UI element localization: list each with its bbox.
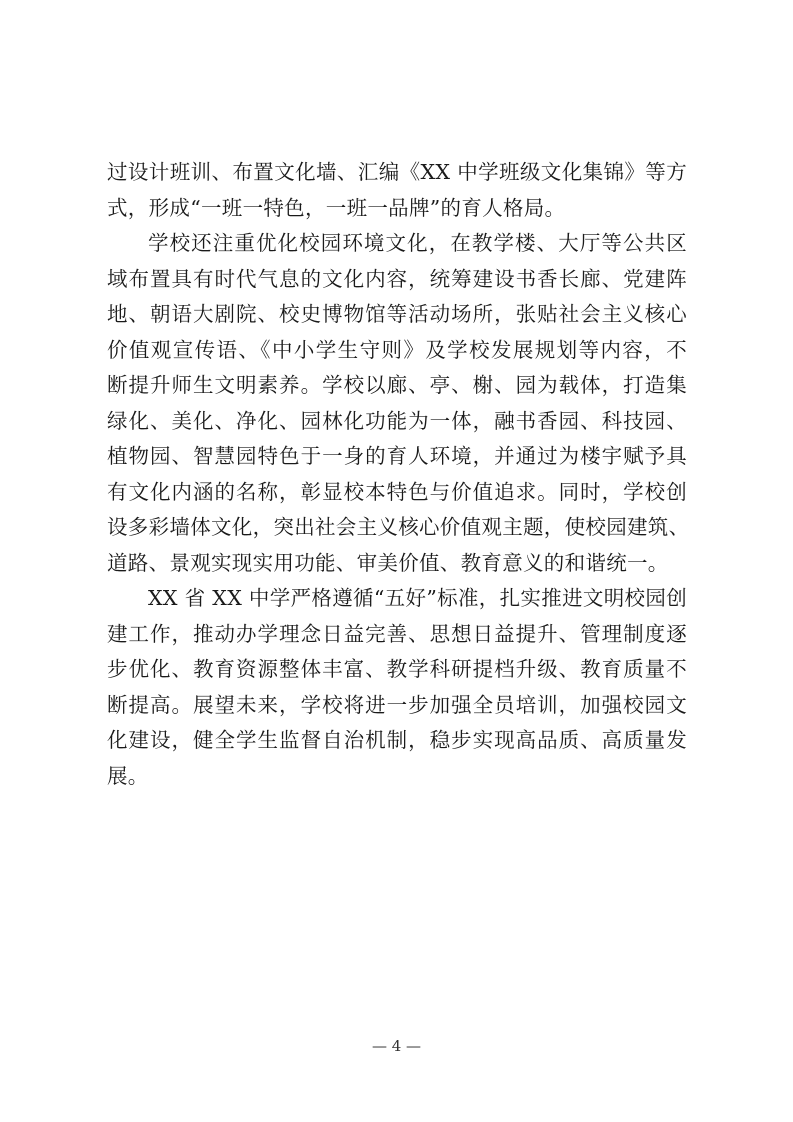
text-line: 建工作，推动办学理念日益完善、思想日益提升、管理制度逐	[107, 621, 687, 646]
text-line: 步优化、教育资源整体丰富、教学科研提档升级、教育质量不	[107, 657, 687, 681]
body-text	[107, 155, 690, 794]
text-line: 道路、景观实现实用功能、审美价值、教育意义的和谐统一。	[107, 550, 669, 575]
text-line: 过设计班训、布置文化墙、汇编《XX 中学班级文化集锦》等方	[107, 160, 687, 184]
text-line: 化建设，健全学生监督自治机制，稳步实现高品质、高质量发	[107, 728, 687, 752]
text-line: 断提高。展望未来，学校将进一步加强全员培训，加强校园文	[107, 692, 687, 717]
paragraph-3	[107, 581, 687, 794]
text-line: 价值观宣传语、《中小学生守则》及学校发展规划等内容，不	[107, 337, 687, 362]
paragraph-1	[107, 155, 687, 226]
text-line: 式，形成“一班一特色，一班一品牌”的育人格局。	[107, 195, 566, 220]
text-line: 地、朝语大剧院、校史博物馆等活动场所，张贴社会主义核心	[107, 302, 687, 326]
text-line: 域布置具有时代气息的文化内容，统筹建设书香长廊、党建阵	[107, 266, 687, 291]
text-line: 展。	[107, 763, 149, 788]
text-line: XX 省 XX 中学严格遵循“五好”标准，扎实推进文明校园创	[148, 586, 687, 610]
text-line: 设多彩墙体文化，突出社会主义核心价值观主题，使校园建筑、	[107, 515, 690, 539]
text-line: 植物园、智慧园特色于一身的育人环境，并通过为楼宇赋予具	[107, 444, 687, 468]
text-line: 有文化内涵的名称，彰显校本特色与价值追求。同时，学校创	[107, 479, 687, 504]
text-line: 绿化、美化、净化、园林化功能为一体，融书香园、科技园、	[107, 408, 687, 433]
text-line: 断提升师生文明素养。学校以廊、亭、榭、园为载体，打造集	[107, 373, 687, 397]
text-line: 学校还注重优化校园环境文化，在教学楼、大厅等公共区	[148, 231, 687, 255]
page-number: — 4 —	[371, 1037, 422, 1055]
paragraph-2	[107, 226, 690, 581]
